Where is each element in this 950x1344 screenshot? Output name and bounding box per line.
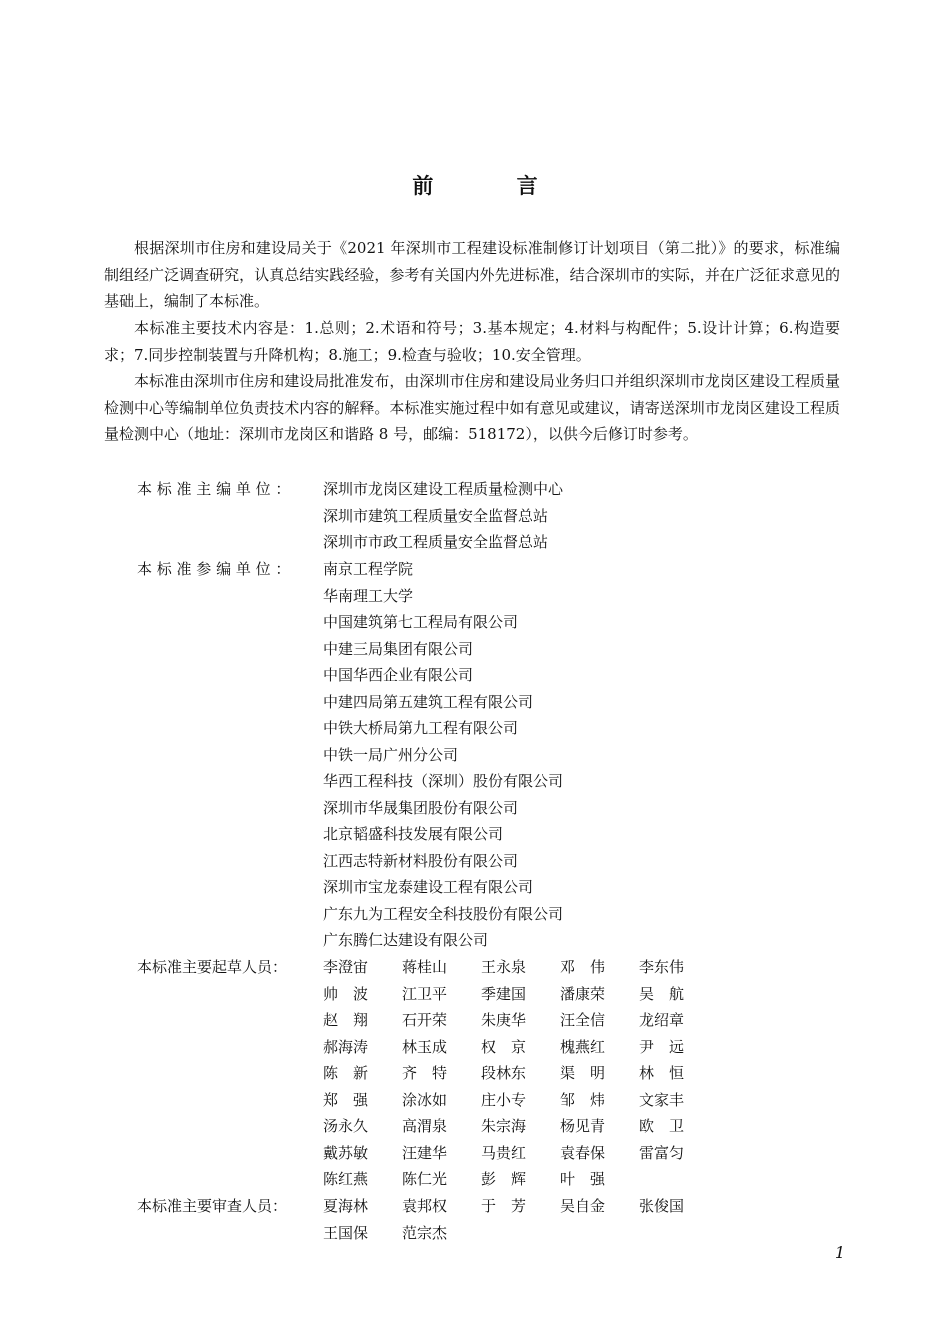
drafters-grid [323,954,699,1193]
person-name: 吴 航 [639,984,685,1003]
person-name: 陈 新 [323,1064,369,1082]
name-row [323,981,699,1008]
unit-item: 中国华西企业有限公司 [323,666,474,684]
person-name: 王国保 [323,1223,369,1242]
person-name: 赵 翔 [323,1011,369,1029]
chief-units-list [323,476,563,556]
person-name: 江卫平 [402,984,448,1003]
person-name: 王永泉 [481,958,527,976]
person-name: 张俊国 [639,1197,685,1215]
unit-item: 南京工程学院 [323,560,414,578]
person-name: 龙绍章 [639,1011,685,1029]
unit-item: 中铁大桥局第九工程有限公司 [323,719,519,737]
person-name: 庄小专 [481,1090,527,1109]
person-name: 文家丰 [639,1090,685,1109]
person-name: 潘康荣 [560,984,606,1003]
person-name: 尹 远 [639,1037,685,1056]
person-name: 汪全信 [560,1011,606,1029]
person-name: 雷富匀 [639,1143,685,1162]
person-name: 权 京 [481,1037,527,1056]
unit-item: 江西志特新材料股份有限公司 [323,851,519,870]
name-row [323,1113,699,1140]
reviewers-grid [323,1193,699,1246]
person-name: 范宗杰 [402,1223,448,1242]
person-name: 槐燕红 [560,1037,606,1056]
person-name: 蒋桂山 [402,958,448,976]
person-name: 帅 波 [323,984,369,1003]
name-row [323,954,699,981]
person-name: 渠 明 [560,1064,606,1082]
person-name: 欧 卫 [639,1117,685,1135]
person-name: 彭 辉 [481,1170,527,1188]
unit-item: 广东腾仁达建设有限公司 [323,931,489,949]
person-name: 杨见青 [560,1117,606,1135]
person-name: 李东伟 [639,958,685,976]
person-name: 叶 强 [560,1170,606,1188]
person-name: 朱庚华 [481,1011,527,1029]
paragraph-1: 根据深圳市住房和建设局关于《2021 年深圳市工程建设标准制修订计划项目（第二批）》的要求，标准编制组经广泛调查研究，认真总结实践经验，参考有关国内外先进标准，结合深圳市的实际，并在广泛征求意见的基础上，编制了本标准。 [104,239,840,310]
name-row [323,1140,699,1167]
person-name: 林玉成 [402,1037,448,1056]
name-row [323,1193,699,1220]
participating-units-list [323,556,563,954]
name-row [323,1034,699,1061]
name-row [323,1166,699,1193]
person-name: 于 芳 [481,1197,527,1215]
unit-item: 中建三局集团有限公司 [323,639,474,658]
person-name: 涂冰如 [402,1090,448,1109]
person-name: 林 恒 [639,1064,685,1082]
paragraph-2: 本标准主要技术内容是：1.总则；2.术语和符号；3.基本规定；4.材料与构配件；5.设计计算；6.构造要求；7.同步控制装置与升降机构；8.施工；9.检查与验收；10.安全管理。 [104,319,840,364]
person-name: 季建国 [481,984,527,1003]
person-name: 袁邦权 [402,1197,448,1215]
person-name: 郑 强 [323,1090,369,1109]
unit-item: 深圳市宝龙泰建设工程有限公司 [323,878,534,896]
page-number: 1 [834,1243,845,1262]
unit-item: 深圳市华晟集团股份有限公司 [323,798,519,817]
name-row [323,1220,699,1247]
person-name: 朱宗海 [481,1117,527,1135]
unit-item: 中建四局第五建筑工程有限公司 [323,692,534,711]
person-name: 高渭泉 [402,1117,448,1135]
person-name: 李澄宙 [323,958,369,976]
unit-item: 华南理工大学 [323,586,414,605]
unit-item: 中国建筑第七工程局有限公司 [323,613,519,631]
person-name: 戴苏敏 [323,1143,369,1162]
person-name: 陈仁光 [402,1170,448,1188]
person-name: 陈红燕 [323,1170,369,1188]
person-name: 袁春保 [560,1143,606,1162]
unit-item: 深圳市龙岗区建设工程质量检测中心 [323,480,564,498]
name-row [323,1060,699,1087]
person-name: 邹 炜 [560,1090,606,1109]
unit-item: 华西工程科技（深圳）股份有限公司 [323,772,564,790]
unit-item: 深圳市建筑工程质量安全监督总站 [323,506,549,525]
person-name: 汤永久 [323,1117,369,1135]
unit-item: 中铁一局广州分公司 [323,745,459,764]
person-name: 邓 伟 [560,958,606,976]
name-row [323,1007,699,1034]
person-name: 马贵红 [481,1143,527,1162]
unit-item: 广东九为工程安全科技股份有限公司 [323,904,564,923]
drafters-label: 本标准主要起草人员： [137,958,288,976]
person-name: 石开荣 [402,1011,448,1029]
paragraph-3: 本标准由深圳市住房和建设局批准发布，由深圳市住房和建设局业务归口并组织深圳市龙岗区建设工程质量检测中心等编制单位负责技术内容的解释。本标准实施过程中如有意见或建议，请寄送深圳市龙岗区建设工程质量检测中心（地址：深圳市龙岗区和谐路 8 号，邮编：518172），以供今后修订时参考。 [104,372,840,443]
page-title: 前 言 [412,173,576,198]
chief-units-label: 本 标 准 主 编 单 位 ： [137,480,291,498]
unit-item: 北京韬盛科技发展有限公司 [323,825,504,843]
person-name: 夏海林 [323,1197,369,1215]
participating-units-label: 本 标 准 参 编 单 位 ： [137,560,291,578]
reviewers-label: 本标准主要审查人员： [137,1197,288,1215]
person-name: 汪建华 [402,1143,448,1162]
unit-item: 深圳市市政工程质量安全监督总站 [323,533,549,551]
person-name: 齐 特 [402,1064,448,1082]
person-name: 段林东 [481,1064,527,1082]
person-name: 郝海涛 [323,1037,369,1056]
name-row [323,1087,699,1114]
person-name: 吴自金 [560,1197,606,1215]
